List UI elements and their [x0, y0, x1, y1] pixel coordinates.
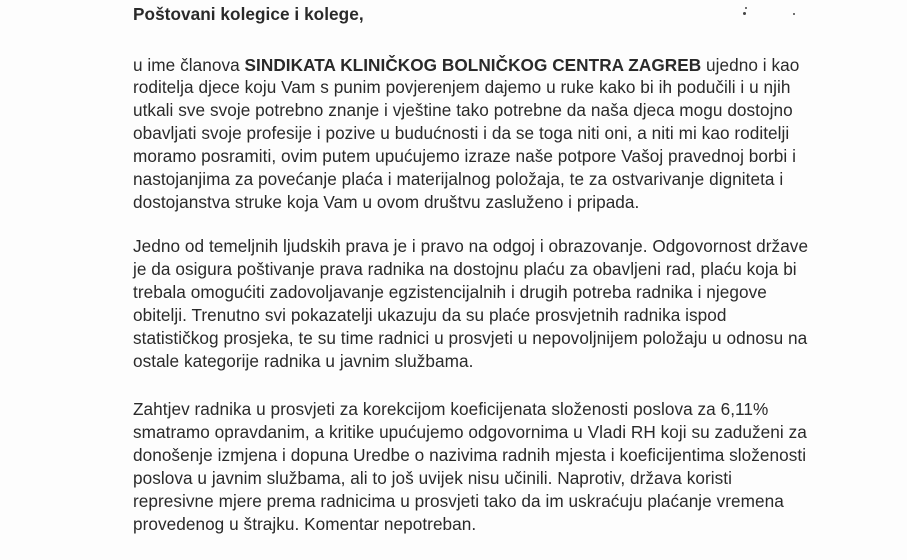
text-run: u ime članova	[133, 55, 245, 75]
paragraph-3-line-5: represivne mjere prema radnicima u prosvjeti tako da im uskraćuju plaćanje vremena	[133, 491, 784, 511]
paragraph-3-line-1: Zahtjev radnika u prosvjeti za korekcijom koeficijenata složenosti poslova za 6,11%	[133, 399, 769, 419]
paragraph-2-line-2: je da osigura poštivanje prava radnika na dostojnu plaću za obavljeni rad, plaću koja bi	[133, 259, 797, 279]
paragraph-3-line-6: provedenog u štrajku. Komentar nepotreban.	[133, 514, 477, 534]
scan-speck	[745, 7, 747, 9]
paragraph-1-line-1	[133, 54, 799, 76]
scan-speck	[743, 12, 746, 15]
paragraph-2-line-5: statističkog prosjeka, te su time radnici u prosvjeti u nepovoljnijem položaju u odnosu na	[133, 328, 808, 348]
paragraph-2-line-3: trebala omogućiti zadovoljavanje egzistencijalnih i drugih potreba radnika i njegove	[133, 282, 767, 302]
paragraph-1-line-5: moramo posramiti, ovim putem upućujemo izraze naše potpore Vašoj pravednoj borbi i	[133, 146, 796, 166]
paragraph-2-line-6: ostale kategorije radnika u javnim službama.	[133, 351, 474, 371]
paragraph-2-line-4: obitelji. Trenutno svi pokazatelji ukazuju da su plaće prosvjetnih radnika ispod	[133, 305, 727, 325]
paragraph-3-line-3: donošenje izmjena i dopuna Uredbe o nazivima radnih mjesta i koeficijentima složenosti	[133, 445, 807, 465]
paragraph-1-line-7: dostojanstva struke koja Vam u ovom društvu zasluženo i pripada.	[133, 192, 640, 212]
paragraph-1-line-2: roditelja djece koju Vam s punim povjerenjem dajemo u ruke kako bi ih podučili i u njih	[133, 77, 791, 97]
paragraph-1-line-3: utkali sve svoje potrebno znanje i vještine tako potrebne da naša djeca mogu dostojno	[133, 100, 793, 120]
paragraph-1-line-4: obavljati svoje profesije i pozive u budućnosti i da se toga niti oni, a niti mi kao roditelji	[133, 123, 790, 143]
paragraph-1-line-6: nastojanjima za povećanje plaća i materijalnog položaja, te za ostvarivanje digniteta i	[133, 169, 784, 189]
text-run: ujedno i kao	[701, 55, 800, 75]
union-name: SINDIKATA KLINIČKOG BOLNIČKOG CENTRA ZAGREB	[244, 55, 702, 75]
scan-speck	[793, 13, 795, 15]
paragraph-3-line-2: smatramo opravdanim, a kritike upućujemo odgovornima u Vladi RH koji su zaduženi za	[133, 422, 807, 442]
paragraph-2-line-1: Jedno od temeljnih ljudskih prava je i pravo na odgoj i obrazovanje. Odgovornost države	[133, 236, 809, 256]
paragraph-3-line-4: poslova u javnim službama, ali to još uvijek nisu učinili. Naprotiv, država koristi	[133, 468, 732, 488]
salutation: Poštovani kolegice i kolege,	[133, 4, 364, 24]
